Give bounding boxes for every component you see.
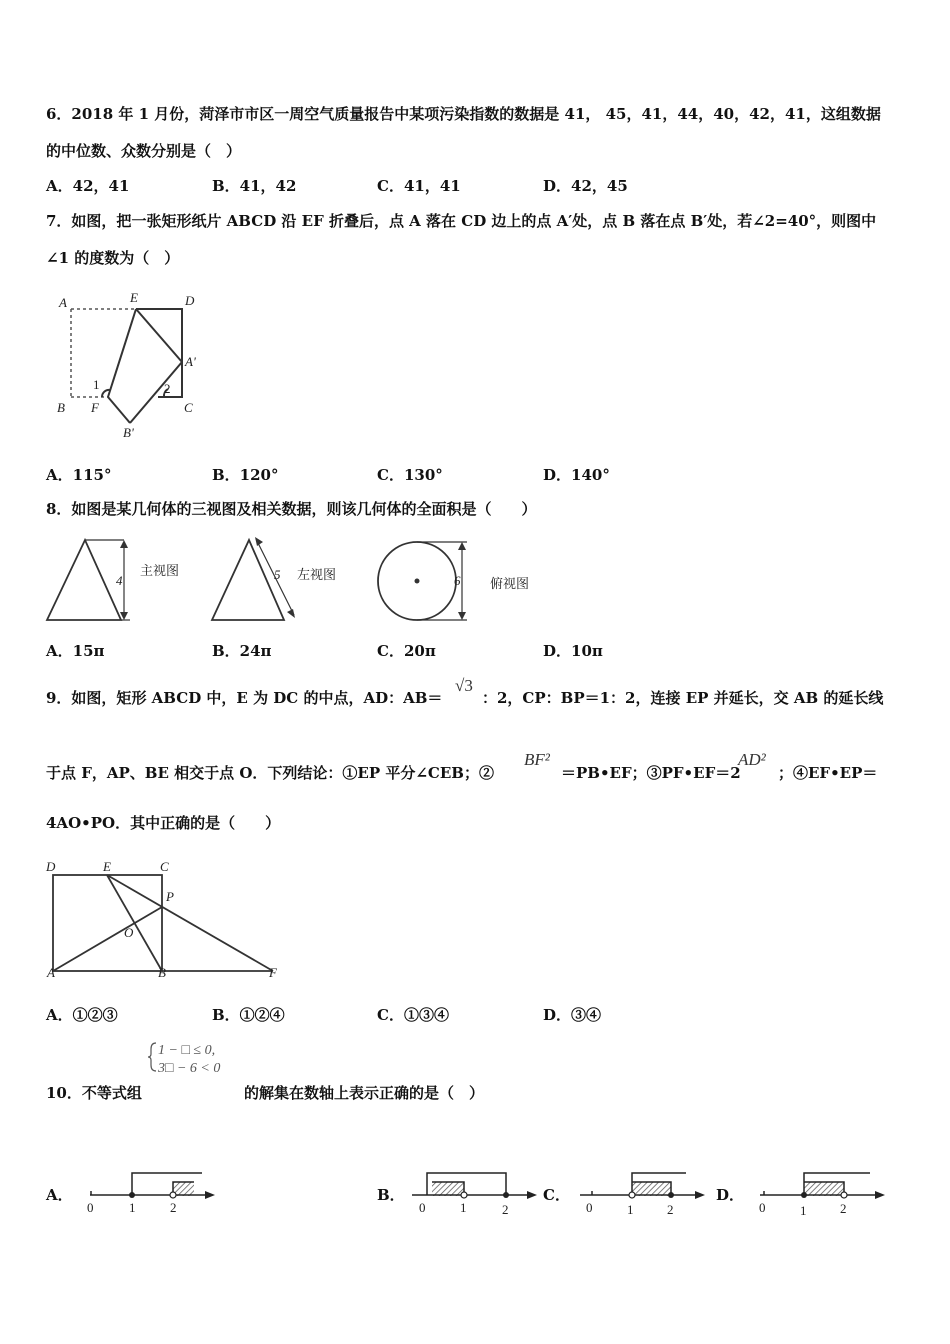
q7-option-c: C．130°: [377, 466, 443, 484]
q9-option-d: D．③④: [543, 1006, 602, 1024]
q10-stem-part1: 10．不等式组: [46, 1084, 142, 1102]
q7-fold-line-ef: [108, 309, 136, 397]
q10-b-arrow: [527, 1191, 537, 1199]
q7-label-b: B: [57, 400, 65, 415]
q10-system-line1: 1 − □ ≤ 0,: [158, 1043, 216, 1058]
q10-system-brace: [148, 1043, 156, 1071]
q9-stem-line1-part1: 9．如图，矩形 ABCD 中，E 为 DC 的中点，AD：AB＝: [46, 689, 443, 707]
q8-front-view-triangle: [47, 540, 121, 620]
q10-c-point-1-open: [629, 1192, 635, 1198]
q7-segment-ab: [130, 362, 182, 423]
q10-b-tick-label-0: 0: [419, 1200, 426, 1215]
q10-inequality-system: [148, 1037, 248, 1077]
q10-a-tick-label-0: 0: [87, 1200, 94, 1215]
q10-d-point-2-open: [841, 1192, 847, 1198]
q7-stem-line1: 7．如图，把一张矩形纸片 ABCD 沿 EF 折叠后，点 A 落在 CD 边上的点 A′处，点 B 落在点 B′处，若∠2=40°，则图中: [46, 212, 877, 230]
q7-folding-figure: [46, 285, 216, 440]
q6-stem-line2: 的中位数、众数分别是（ ）: [46, 142, 242, 160]
q7-option-a: A．115°: [46, 466, 112, 484]
q7-label-angle-2: 2: [164, 381, 171, 396]
q10-option-d-number-line: [756, 1168, 891, 1218]
q9-option-a: A．①②③: [46, 1006, 118, 1024]
q10-a-tick-label-2: 2: [170, 1200, 177, 1215]
q9-line-efp: [107, 875, 273, 971]
q10-b-hatched-region: [432, 1182, 464, 1196]
q9-stem-line1-part2: ：2，CP：BP＝1：2，连接 EP 并延长，交 AB 的延长线: [482, 689, 884, 707]
q8-side-view-name: 左视图: [297, 567, 337, 582]
q10-option-b-label: B．: [377, 1186, 405, 1204]
q8-top-arrow-bottom: [458, 612, 466, 620]
q8-front-view-name: 主视图: [140, 563, 180, 578]
q9-label-b: B: [158, 965, 166, 980]
q8-front-arrow-top: [120, 540, 128, 548]
q10-option-c-label: C．: [543, 1186, 570, 1204]
q7-stem-line2: ∠1 的度数为（ ）: [46, 249, 180, 267]
q6-option-d: D．42，45: [543, 177, 628, 195]
q7-segment-fb: [108, 397, 130, 423]
q7-label-angle-1: 1: [93, 377, 100, 392]
q6-option-a: A．42，41: [46, 177, 130, 195]
q10-c-arrow: [695, 1191, 705, 1199]
q9-option-c: C．①③④: [377, 1006, 449, 1024]
q9-bf-squared: BF²: [524, 750, 550, 769]
q8-three-views-figure: [44, 533, 539, 625]
q10-option-d-label: D．: [716, 1186, 745, 1204]
q10-b-point-2-solid: [503, 1192, 509, 1198]
q10-system-line2: 3□ − 6 < 0: [158, 1061, 221, 1076]
q9-sqrt-three: √3: [455, 676, 473, 695]
q7-label-e: E: [130, 290, 138, 305]
q9-stem-line2-part3: ；④EF•EP＝: [778, 764, 878, 782]
q10-b-tick-label-1: 1: [460, 1200, 467, 1215]
q8-option-b: B．24π: [212, 642, 272, 660]
q7-label-f: F: [91, 400, 99, 415]
q7-label-b-prime: B': [123, 425, 134, 440]
q8-top-arrow-top: [458, 542, 466, 550]
q8-top-view-name: 俯视图: [490, 576, 530, 591]
q10-a-arrow: [205, 1191, 215, 1199]
q9-label-o: O: [124, 925, 134, 940]
q10-c-hatched-region: [632, 1182, 671, 1196]
q8-option-d: D．10π: [543, 642, 603, 660]
q9-label-d: D: [46, 859, 56, 874]
q7-label-c: C: [184, 400, 193, 415]
q6-stem-line1: 6．2018 年 1 月份，菏泽市市区一周空气质量报告中某项污染指数的数据是 41， 45，41，44，40，42，41，这组数据: [46, 105, 881, 123]
q10-option-b-number-line: [410, 1168, 545, 1218]
q6-option-c: C．41，41: [377, 177, 461, 195]
q10-b-tick-label-2: 2: [502, 1202, 509, 1217]
q7-label-a: A: [59, 295, 67, 310]
q10-d-point-1-solid: [801, 1192, 807, 1198]
q9-rectangle-figure: [44, 857, 289, 982]
q8-top-dim-label: 6: [454, 573, 461, 588]
q10-d-tick-label-0: 0: [759, 1200, 766, 1215]
q7-option-d: D．140°: [543, 466, 610, 484]
q9-stem-line2-part1: 于点 F，AP、BE 相交于点 O．下列结论：①EP 平分∠CEB；②: [46, 764, 494, 782]
q8-stem: 8．如图是某几何体的三视图及相关数据，则该几何体的全面积是（ ）: [46, 500, 537, 518]
q9-label-c: C: [160, 859, 169, 874]
q10-d-tick-label-1: 1: [800, 1203, 807, 1218]
q9-ad-squared: AD²: [738, 750, 766, 769]
q8-option-c: C．20π: [377, 642, 436, 660]
q10-b-point-1-open: [461, 1192, 467, 1198]
q10-d-arrow: [875, 1191, 885, 1199]
q8-side-arrow-bottom: [287, 609, 295, 618]
q9-label-e: E: [103, 859, 111, 874]
q8-top-view-center-dot: [415, 579, 420, 584]
q10-c-tick-label-0: 0: [586, 1200, 593, 1215]
q7-option-b: B．120°: [212, 466, 279, 484]
q9-stem-line3: 4AO•PO．其中正确的是（ ）: [46, 814, 281, 832]
q10-c-tick-label-1: 1: [627, 1202, 634, 1217]
q9-label-f: F: [269, 965, 277, 980]
q9-stem-line2-part2: ＝PB•EF；③PF•EF＝2: [561, 764, 741, 782]
q9-label-a: A: [47, 965, 55, 980]
q6-option-b: B．41，42: [212, 177, 297, 195]
q10-a-tick-label-1: 1: [129, 1200, 136, 1215]
q10-a-point-1-solid: [129, 1192, 135, 1198]
q10-option-a-number-line: [86, 1168, 221, 1218]
q9-rectangle-abcd: [53, 875, 162, 971]
q9-label-p: P: [166, 889, 174, 904]
q7-label-d: D: [185, 293, 195, 308]
q10-c-tick-label-2: 2: [667, 1202, 674, 1217]
q8-front-dim-label: 4: [116, 573, 123, 588]
q10-option-c-number-line: [576, 1168, 711, 1218]
q10-option-a-label: A．: [46, 1186, 73, 1204]
q7-segment-ea: [136, 309, 182, 362]
q10-d-tick-label-2: 2: [840, 1201, 847, 1216]
q10-stem-part2: 的解集在数轴上表示正确的是（ ）: [244, 1084, 485, 1102]
q7-label-a-prime: A': [185, 354, 196, 369]
q9-option-b: B．①②④: [212, 1006, 285, 1024]
q9-line-ap: [53, 907, 162, 971]
q10-d-hatched-region: [804, 1182, 844, 1196]
q8-side-arrow-top: [255, 537, 263, 546]
q10-c-point-2-solid: [668, 1192, 674, 1198]
q8-side-dim-label: 5: [274, 567, 281, 582]
q10-a-point-2-open: [170, 1192, 176, 1198]
q8-option-a: A．15π: [46, 642, 105, 660]
